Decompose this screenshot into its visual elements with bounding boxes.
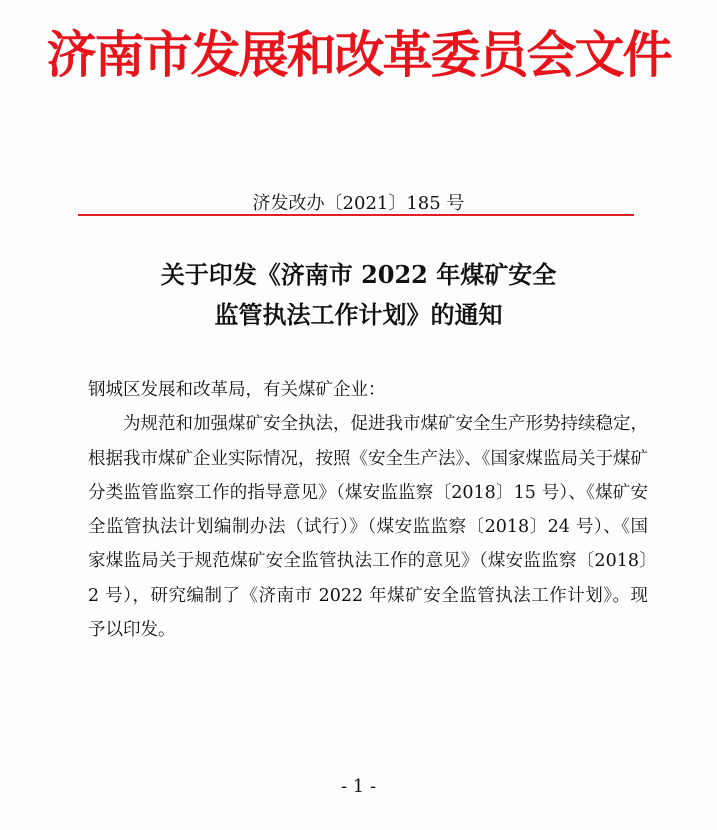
notice-title [0, 255, 717, 335]
notice-title-line-1: 关于印发《济南市 2022 年煤矿安全 [160, 260, 557, 289]
document-number: 济发改办〔2021〕185 号 [252, 193, 465, 214]
issuing-authority-header: 济南市发展和改革委员会文件 [46, 25, 671, 84]
red-separator-line [78, 214, 634, 216]
page-number: - 1 - [340, 776, 377, 797]
notice-title-line-2: 监管执法工作计划》的通知 [214, 300, 503, 329]
salutation: 钢城区发展和改革局，有关煤矿企业： [88, 380, 386, 400]
body-paragraph: 为规范和加强煤矿安全执法，促进我市煤矿安全生产形势持续稳定，根据我市煤矿企业实际情况，按照《安全生产法》、《国家煤监局关于煤矿分类监管监察工作的指导意见》（煤安监监察〔2018〕15 号）、《煤矿安全监管执法计划编制办法（试行）》（煤安监监察〔2018〕24 号）、《国家煤监局关于规范煤矿安全监管执法工作的意见》（煤安监监察〔2018〕2 号），研究编制了《济南市 2022 年煤矿安全监管执法工作计划》。现予以印发。 [88, 414, 648, 641]
notice-body [88, 373, 648, 647]
